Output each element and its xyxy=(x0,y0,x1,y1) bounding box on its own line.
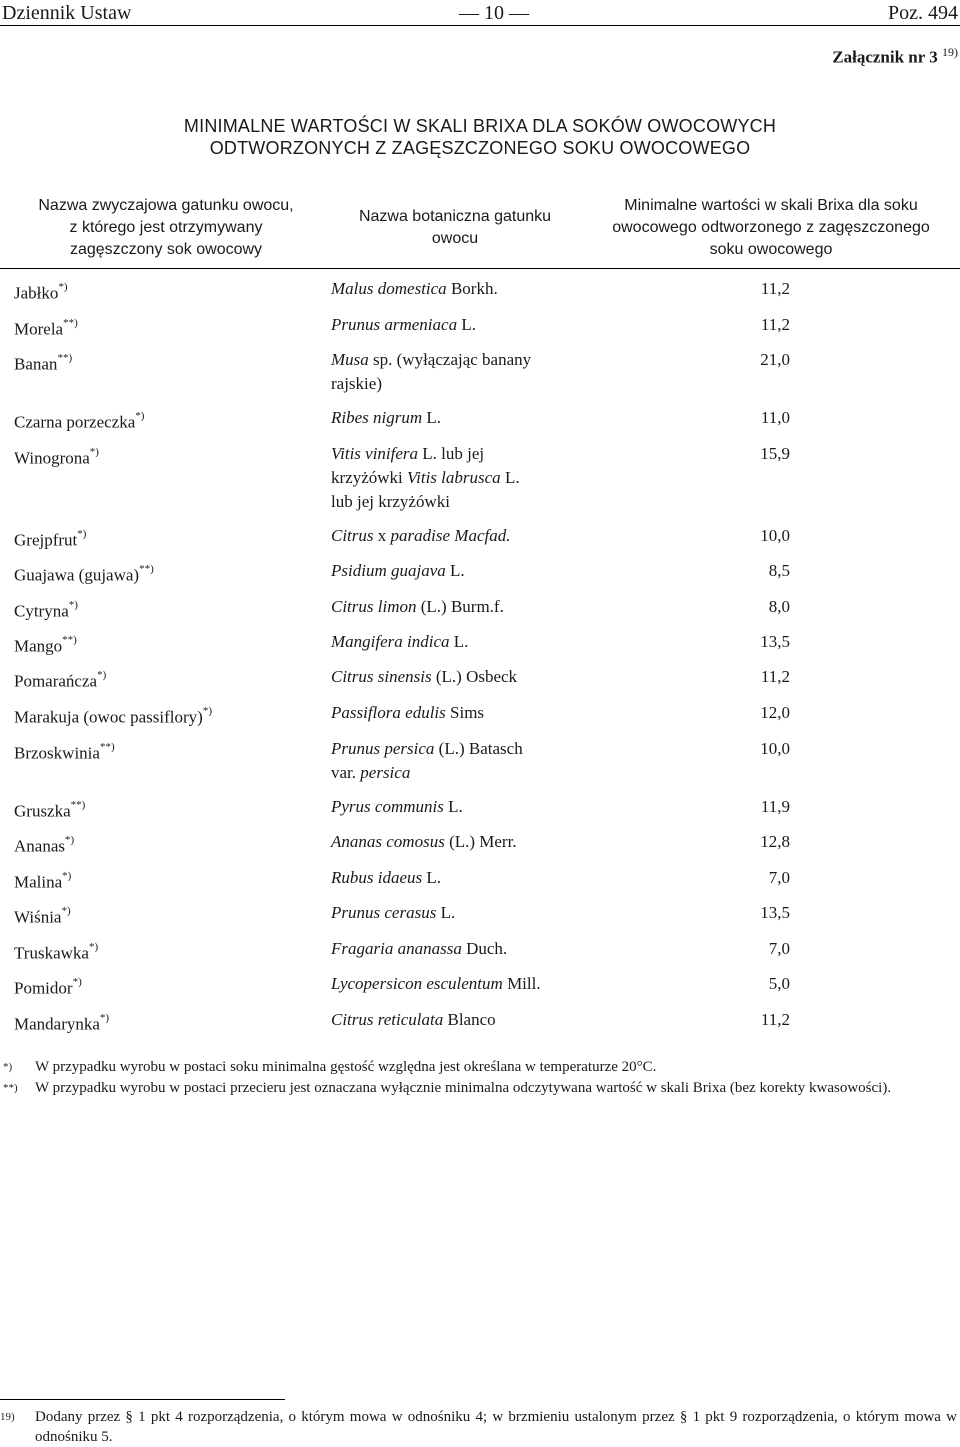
botanical-name-cell: Malus domestica Borkh. xyxy=(331,279,498,298)
botanical-name-cell: Pyrus communis L. xyxy=(331,797,463,816)
header-rule xyxy=(0,268,960,269)
botanical-name-cell: Lycopersicon esculentum Mill. xyxy=(331,974,541,993)
page-header xyxy=(0,0,960,26)
brix-value-cell: 11,2 xyxy=(760,279,790,298)
common-name-cell: Ananas*) xyxy=(14,834,75,856)
brix-value-cell: 7,0 xyxy=(768,868,790,887)
common-name-cell: Mango**) xyxy=(14,634,77,656)
botanical-name-cell: Prunus armeniaca L. xyxy=(331,315,476,334)
footnote-divider xyxy=(0,1399,285,1400)
brix-value-cell: 21,0 xyxy=(760,350,790,369)
brix-value-cell: 8,0 xyxy=(768,597,790,616)
brix-value-cell: 11,9 xyxy=(760,797,790,816)
common-name-cell: Cytryna*) xyxy=(14,599,78,621)
botanical-name-cell: Psidium guajava L. xyxy=(331,561,465,580)
brix-value-cell: 10,0 xyxy=(760,739,790,758)
botanical-name-cell: Rubus idaeus L. xyxy=(331,868,442,887)
common-name-cell: Pomarańcza*) xyxy=(14,669,107,691)
common-name-cell: Morela**) xyxy=(14,317,78,339)
common-name-cell: Jabłko*) xyxy=(14,281,68,303)
common-name-cell: Czarna porzeczka*) xyxy=(14,410,145,432)
brix-value-cell: 8,5 xyxy=(768,561,790,580)
footnote-mark: *) xyxy=(3,1061,13,1073)
botanical-name-cell: Citrus x paradise Macfad. xyxy=(331,526,511,545)
brix-value-cell: 12,8 xyxy=(760,832,790,851)
common-name-cell: Mandarynka*) xyxy=(14,1012,110,1034)
brix-value-cell: 11,2 xyxy=(760,315,790,334)
column-header-common-name: Nazwa zwyczajowa gatunku owocu, z którego jest otrzymywany zagęszczony sok owocowy xyxy=(38,197,294,258)
common-name-cell: Malina*) xyxy=(14,870,72,892)
botanical-name-cell: Ribes nigrum L. xyxy=(331,408,442,427)
botanical-name-cell: Ananas comosus (L.) Merr. xyxy=(331,832,517,851)
botanical-name-cell: Musa sp. (wyłączając banany rajskie) xyxy=(331,350,532,393)
footnote-text: W przypadku wyrobu w postaci przecieru jest oznaczana wyłącznie minimalna odczytywana wartość w skali Brixa (bez korekty kwasowości). xyxy=(35,1080,892,1096)
botanical-name-cell: Prunus cerasus L. xyxy=(331,903,456,922)
common-name-cell: Brzoskwinia**) xyxy=(14,741,115,763)
common-name-cell: Gruszka**) xyxy=(14,799,86,821)
footnote-mark: **) xyxy=(3,1082,18,1094)
botanical-name-cell: Citrus limon (L.) Burm.f. xyxy=(331,597,504,616)
position-number: Poz. 494 xyxy=(888,2,958,24)
common-name-cell: Guajawa (gujawa)**) xyxy=(14,563,154,585)
botanical-name-cell: Citrus reticulata Blanco xyxy=(331,1010,496,1029)
footnote-text: W przypadku wyrobu w postaci soku minimalna gęstość względna jest określana w temperaturze 20°C. xyxy=(35,1059,657,1075)
common-name-cell: Winogrona*) xyxy=(14,446,99,468)
botanical-name-cell: Mangifera indica L. xyxy=(331,632,469,651)
brix-value-cell: 13,5 xyxy=(760,903,790,922)
page-footnote-mark: 19) xyxy=(0,1411,15,1423)
botanical-name-cell: Vitis vinifera L. lub jej krzyżówki Vitis labrusca L. lub jej krzyżówki xyxy=(331,444,520,511)
brix-value-cell: 12,0 xyxy=(760,703,790,722)
common-name-cell: Grejpfrut*) xyxy=(14,528,87,550)
botanical-name-cell: Fragaria ananassa Duch. xyxy=(331,939,508,958)
header-divider xyxy=(0,25,960,26)
brix-value-cell: 11,0 xyxy=(760,408,790,427)
annex-label: Załącznik nr 3 $^{19)}$ xyxy=(832,45,958,67)
brix-value-cell: 10,0 xyxy=(760,526,790,545)
column-header-brix: Minimalne wartości w skali Brixa dla soku owocowego odtworzonego z zagęszczonego soku owocowego xyxy=(612,197,930,258)
botanical-name-cell: Prunus persica (L.) Batasch var. persica xyxy=(331,739,523,782)
brix-value-cell: 13,5 xyxy=(760,632,790,651)
brix-value-cell: 7,0 xyxy=(768,939,790,958)
brix-value-cell: 15,9 xyxy=(760,444,790,463)
journal-name: Dziennik Ustaw xyxy=(2,2,132,24)
brix-value-cell: 11,2 xyxy=(760,1010,790,1029)
column-header-botanical-name: Nazwa botaniczna gatunku owocu xyxy=(358,208,552,247)
botanical-name-cell: Passiflora edulis Sims xyxy=(331,703,485,722)
brix-value-cell: 11,2 xyxy=(760,667,790,686)
document-title: MINIMALNE WARTOŚCI W SKALI BRIXA DLA SOKÓW OWOCOWYCH ODTWORZONYCH Z ZAGĘSZCZONEGO SOKU OWOCOWEGO xyxy=(183,116,777,158)
page-footnote-text: Dodany przez § 1 pkt 4 rozporządzenia, o którym mowa w odnośniku 4; w brzmieniu ustalonym przez § 1 pkt 9 rozporządzenia, o którym mowa w odnośniku 5. xyxy=(35,1409,957,1445)
common-name-cell: Truskawka*) xyxy=(14,941,99,963)
common-name-cell: Pomidor*) xyxy=(14,976,82,998)
common-name-cell: Banan**) xyxy=(14,352,73,374)
common-name-cell: Wiśnia*) xyxy=(14,905,71,927)
common-name-cell: Marakuja (owoc passiflory)*) xyxy=(14,705,212,727)
page-number: — 10 — xyxy=(459,2,529,24)
brix-value-cell: 5,0 xyxy=(768,974,790,993)
botanical-name-cell: Citrus sinensis (L.) Osbeck xyxy=(331,667,518,686)
